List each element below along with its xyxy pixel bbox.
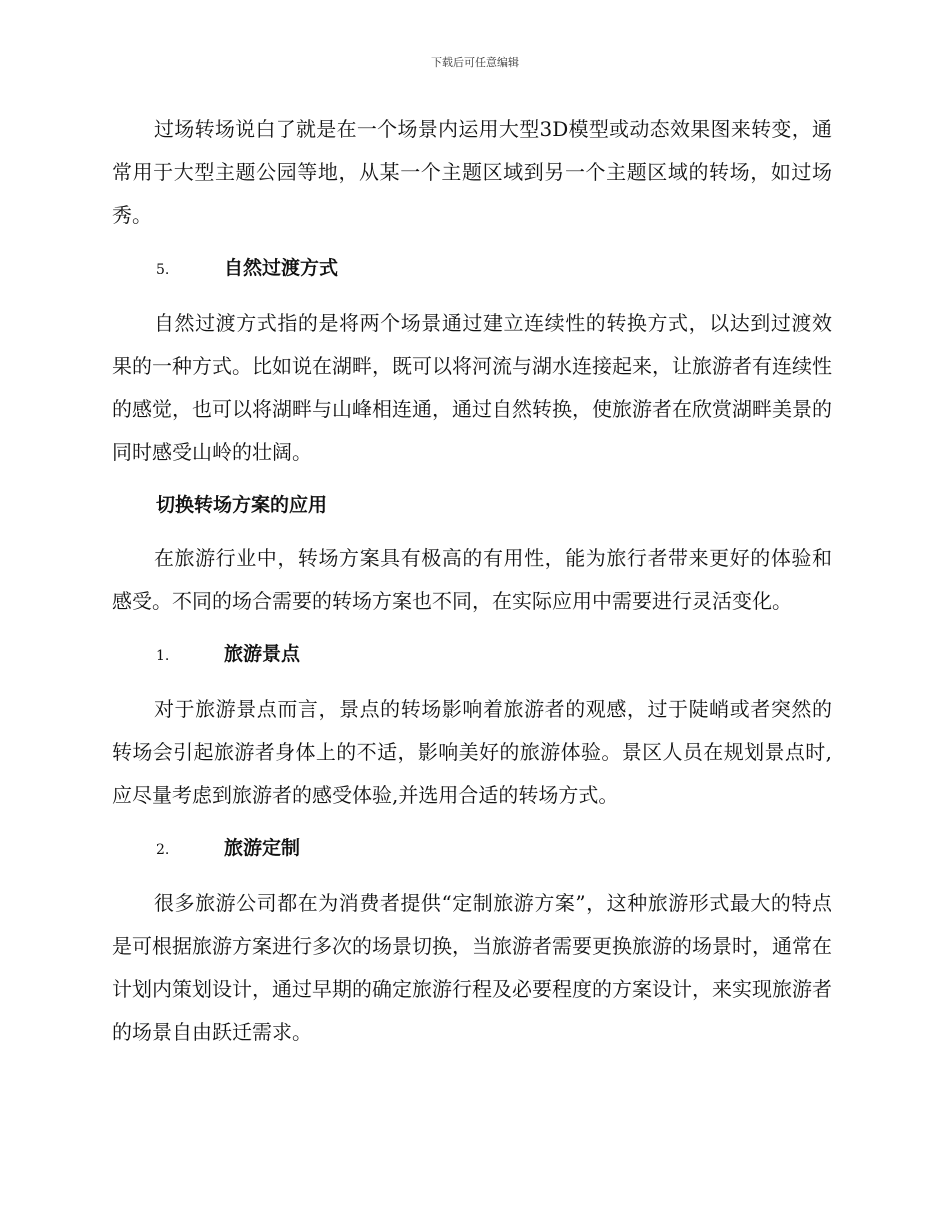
heading-number: 1. xyxy=(156,648,170,664)
heading-natural-transition xyxy=(112,247,832,292)
heading-text: 旅游定制 xyxy=(224,837,301,859)
heading-text: 旅游景点 xyxy=(224,643,301,665)
heading-text: 自然过渡方式 xyxy=(224,257,339,279)
heading-number: 5. xyxy=(156,262,170,278)
paragraph-custom-travel: 很多旅游公司都在为消费者提供“定制旅游方案”，这种旅游形式最大的特点是可根据旅游方案进行多次的场景切换，当旅游者需要更换旅游的场景时，通常在计划内策划设计，通过早期的确定旅游行程及必要程度的方案设计，来实现旅游者的场景自由跃迁需求。 xyxy=(112,891,832,1044)
paragraph-application: 在旅游行业中，转场方案具有极高的有用性，能为旅行者带来更好的体验和感受。不同的场合需要的转场方案也不同，在实际应用中需要进行灵活变化。 xyxy=(112,546,832,613)
heading-number: 2. xyxy=(156,842,170,858)
heading-tourist-spots xyxy=(112,633,832,678)
paragraph-transition-show: 过场转场说白了就是在一个场景内运用大型3D模型或动态效果图来转变，通常用于大型主题公园等地，从某一个主题区域到另一个主题区域的转场，如过场秀。 xyxy=(112,117,832,227)
paragraph-tourist-spots: 对于旅游景点而言，景点的转场影响着旅游者的观感，过于陡峭或者突然的转场会引起旅游者身体上的不适，影响美好的旅游体验。景区人员在规划景点时,应尽量考虑到旅游者的感受体验,并选用合适的转场方式。 xyxy=(112,697,832,807)
heading-text: 切换转场方案的应用 xyxy=(156,494,328,516)
heading-custom-travel xyxy=(112,827,832,872)
paragraph-natural-transition: 自然过渡方式指的是将两个场景通过建立连续性的转换方式，以达到过渡效果的一种方式。比如说在湖畔，既可以将河流与湖水连接起来，让旅游者有连续性的感觉，也可以将湖畔与山峰相连通，通过自然转换，使旅游者在欣赏湖畔美景的同时感受山岭的壮阔。 xyxy=(112,311,832,464)
heading-application xyxy=(112,484,832,527)
page-header: 下载后可任意编辑 xyxy=(431,56,519,69)
document-body xyxy=(112,108,832,1064)
